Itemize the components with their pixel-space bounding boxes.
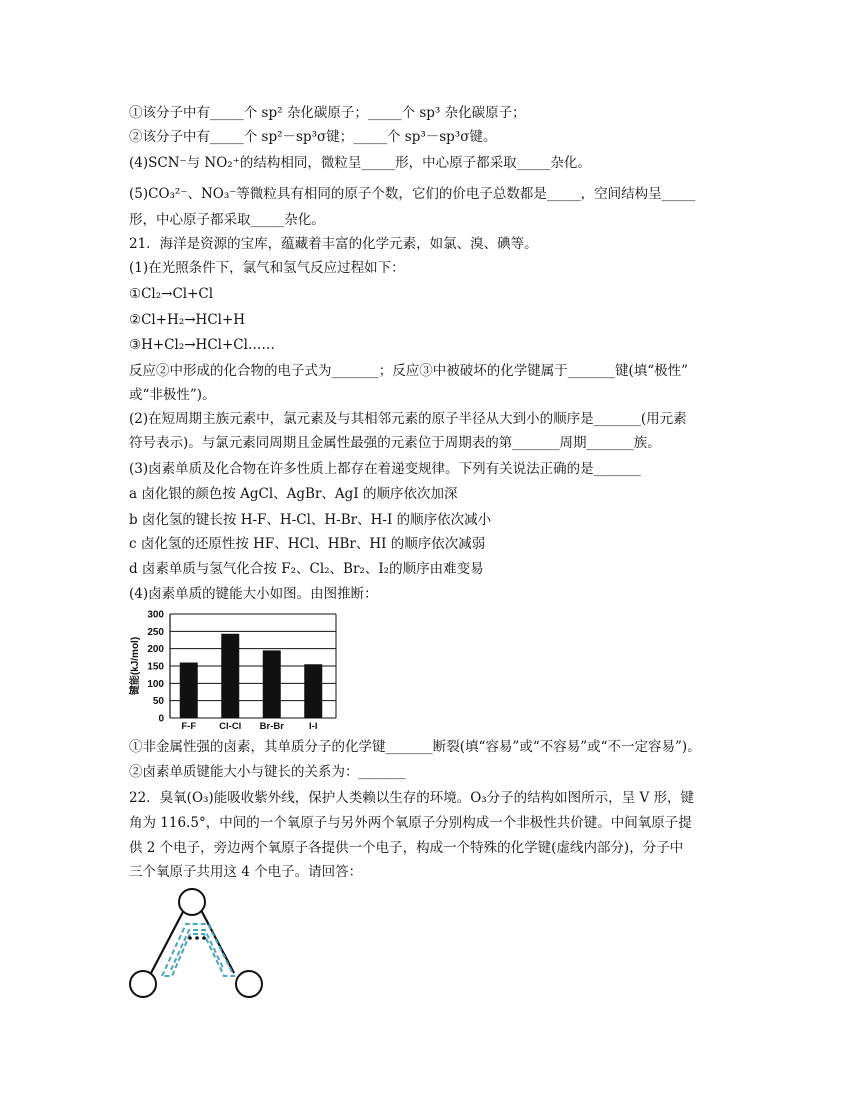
ozone-structure-svg xyxy=(124,878,274,1006)
text-line: 三个氧原子共用这 4 个电子。请回答： xyxy=(129,864,363,880)
text-line: ②Cl+H₂→HCl+H xyxy=(129,312,246,328)
text-line: ②该分子中有_____个 sp²－sp³σ键；_____个 sp³－sp³σ键。 xyxy=(129,129,497,145)
ozone-structure-diagram xyxy=(124,878,274,1006)
text-line: b 卤化氢的键长按 H-F、H-Cl、H-Br、H-I 的顺序依次减小 xyxy=(129,512,492,528)
text-line: (5)CO₃²⁻、NO₃⁻等微粒具有相同的原子个数，它们的价电子总数都是_____，空间结构呈_____ xyxy=(129,186,696,202)
text-line: 22．臭氧(O₃)能吸收紫外线，保护人类赖以生存的环境。O₃分子的结构如图所示，呈 V 形，键 xyxy=(129,790,695,806)
text-line: 形，中心原子都采取_____杂化。 xyxy=(129,212,325,228)
y-tick-label: 250 xyxy=(147,626,164,638)
bar-cl-cl xyxy=(221,634,239,718)
x-tick-label: Cl-Cl xyxy=(219,721,242,732)
text-line: 21．海洋是资源的宝库，蕴藏着丰富的化学元素，如氯、溴、碘等。 xyxy=(129,236,538,252)
text-line: c 卤化氢的还原性按 HF、HCl、HBr、HI 的顺序依次减弱 xyxy=(129,536,486,552)
x-tick-label: Br-Br xyxy=(259,721,284,732)
y-tick-label: 100 xyxy=(147,678,164,690)
y-tick-label: 150 xyxy=(147,661,164,673)
bond-energy-chart-svg xyxy=(126,604,346,732)
text-line: ①Cl₂→Cl+Cl xyxy=(129,286,214,302)
x-tick-label: F-F xyxy=(181,721,197,732)
text-line: (4)卤素单质的键能大小如图。由图推断： xyxy=(129,586,378,602)
electron-dot xyxy=(188,936,192,940)
text-line: 供 2 个电子，旁边两个氧原子各提供一个电子，构成一个特殊的化学键(虚线内部分)，分子中 xyxy=(129,840,684,856)
y-tick-label: 50 xyxy=(152,696,164,708)
y-tick-label: 0 xyxy=(158,713,164,725)
text-line: ②卤素单质键能大小与键长的关系为：_______ xyxy=(129,764,406,780)
bar-f-f xyxy=(180,663,198,718)
text-line: (1)在光照条件下，氯气和氢气反应过程如下： xyxy=(129,260,405,276)
text-line: (2)在短周期主族元素中，氯元素及与其相邻元素的原子半径从大到小的顺序是_______(用元素 xyxy=(129,411,687,427)
oxygen-atom-center xyxy=(179,889,205,915)
text-line: (4)SCN⁻与 NO₂⁺的结构相同，微粒呈_____形，中心原子都采取_____杂化。 xyxy=(129,155,591,171)
y-axis-label: 键能(kJ/mol) xyxy=(130,636,141,696)
bond-energy-chart xyxy=(126,604,346,732)
oxygen-atom-right xyxy=(236,971,262,997)
bar-br-br xyxy=(263,650,281,718)
electron-dot xyxy=(195,936,199,940)
oxygen-atom-left xyxy=(130,971,156,997)
text-line: 或“非极性”)。 xyxy=(129,387,216,403)
text-line: ①该分子中有_____个 sp² 杂化碳原子；_____个 sp³ 杂化碳原子； xyxy=(129,105,526,121)
bar-i-i xyxy=(304,664,322,718)
text-line: a 卤化银的颜色按 AgCl、AgBr、AgI 的顺序依次加深 xyxy=(129,486,458,502)
text-line: d 卤素单质与氢气化合按 F₂、Cl₂、Br₂、I₂的顺序由难变易 xyxy=(129,561,484,577)
text-line: ①非金属性强的卤素，其单质分子的化学键_______断裂(填“容易”或“不容易”或“不一定容易”)。 xyxy=(129,739,701,755)
text-line: 反应②中形成的化合物的电子式为_______；反应③中被破坏的化学键属于_______键(填“极性” xyxy=(129,363,689,379)
text-line: ③H+Cl₂→HCl+Cl…… xyxy=(129,337,275,353)
y-tick-label: 200 xyxy=(147,644,164,656)
x-tick-label: I-I xyxy=(309,721,318,732)
text-line: 符号表示)。与氯元素同周期且金属性最强的元素位于周期表的第_______周期_______族。 xyxy=(129,435,661,451)
delocalized-bond-outline-inner xyxy=(171,930,224,970)
electron-dot xyxy=(202,936,206,940)
text-line: 角为 116.5°，中间的一个氧原子与另外两个氧原子分别构成一个非极性共价键。中间氧原子提 xyxy=(129,815,692,831)
y-tick-label: 300 xyxy=(147,609,164,621)
text-line: (3)卤素单质及化合物在许多性质上都存在着递变规律。下列有关说法正确的是_______ xyxy=(129,461,641,477)
